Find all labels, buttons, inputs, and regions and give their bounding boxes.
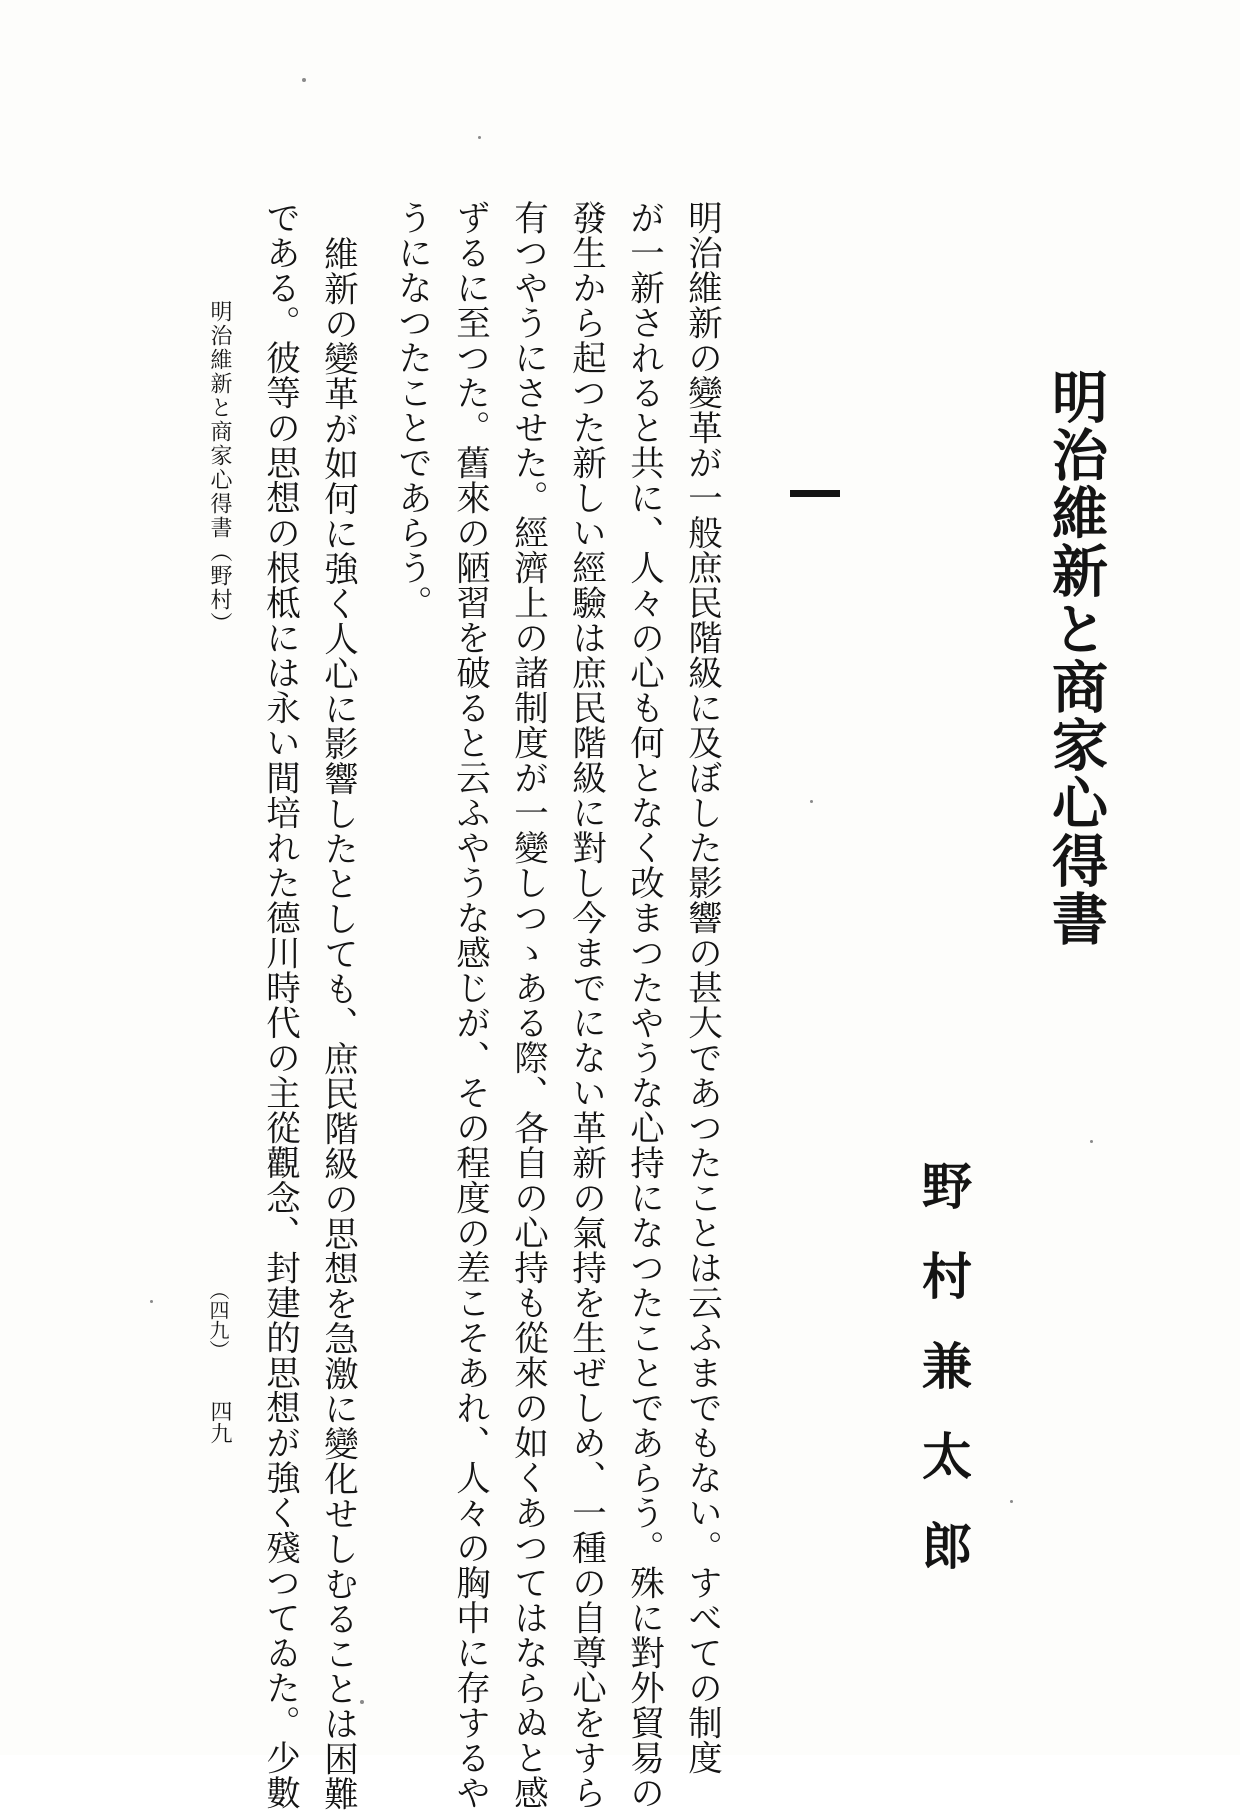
scan-speck bbox=[478, 136, 481, 139]
section-number bbox=[790, 490, 840, 500]
body-column-3: 發生から起つた新しい經驗は庶民階級に對し今までにない革新の氣持を生ぜしめ、一種の自尊心をすら bbox=[565, 200, 606, 1810]
scan-speck bbox=[360, 1700, 364, 1704]
scan-speck bbox=[1010, 1500, 1013, 1503]
body-column-6: うになつたことであらう。 bbox=[391, 200, 432, 620]
scan-speck bbox=[302, 78, 306, 82]
page-number-parenthesized: （四九） bbox=[206, 1280, 230, 1360]
section-number-mark bbox=[790, 490, 840, 497]
body-column-8: である。彼等の思想の根柢には永い間培れた德川時代の主從觀念、封建的思想が強く殘つてゐた。少數 bbox=[259, 200, 300, 1810]
body-column-4: 有つやうにさせた。經濟上の諸制度が一變しつゝある際、各自の心持も從來の如くあつてはならぬと感 bbox=[507, 200, 548, 1810]
scan-speck bbox=[1090, 1140, 1093, 1143]
article-title: 明治維新と商家心得書 bbox=[1043, 368, 1109, 948]
section-number-text bbox=[790, 470, 792, 473]
scan-speck bbox=[810, 800, 813, 803]
body-column-7: 維新の變革が如何に強く人心に影響したとしても、庶民階級の思想を急激に變化せしむることは困難 bbox=[317, 236, 358, 1811]
body-column-1: 明治維新の變革が一般庶民階級に及ぼした影響の甚大であつたことは云ふまでもない。すべての制度 bbox=[681, 200, 722, 1775]
article-author: 野村兼太郎 bbox=[914, 1160, 973, 1610]
page-number: 四九 bbox=[207, 1400, 232, 1444]
body-column-5: ずるに至つた。舊來の陋習を破ると云ふやうな感じが、その程度の差こそあれ、人々の胸中に存するや bbox=[449, 200, 490, 1810]
body-column-2: が一新されると共に、人々の心も何となく改まつたやうな心持になつたことであらう。殊に對外貿易の bbox=[623, 200, 664, 1810]
running-title: 明治維新と商家心得書（野村） bbox=[207, 300, 232, 636]
scan-speck bbox=[150, 1300, 153, 1303]
